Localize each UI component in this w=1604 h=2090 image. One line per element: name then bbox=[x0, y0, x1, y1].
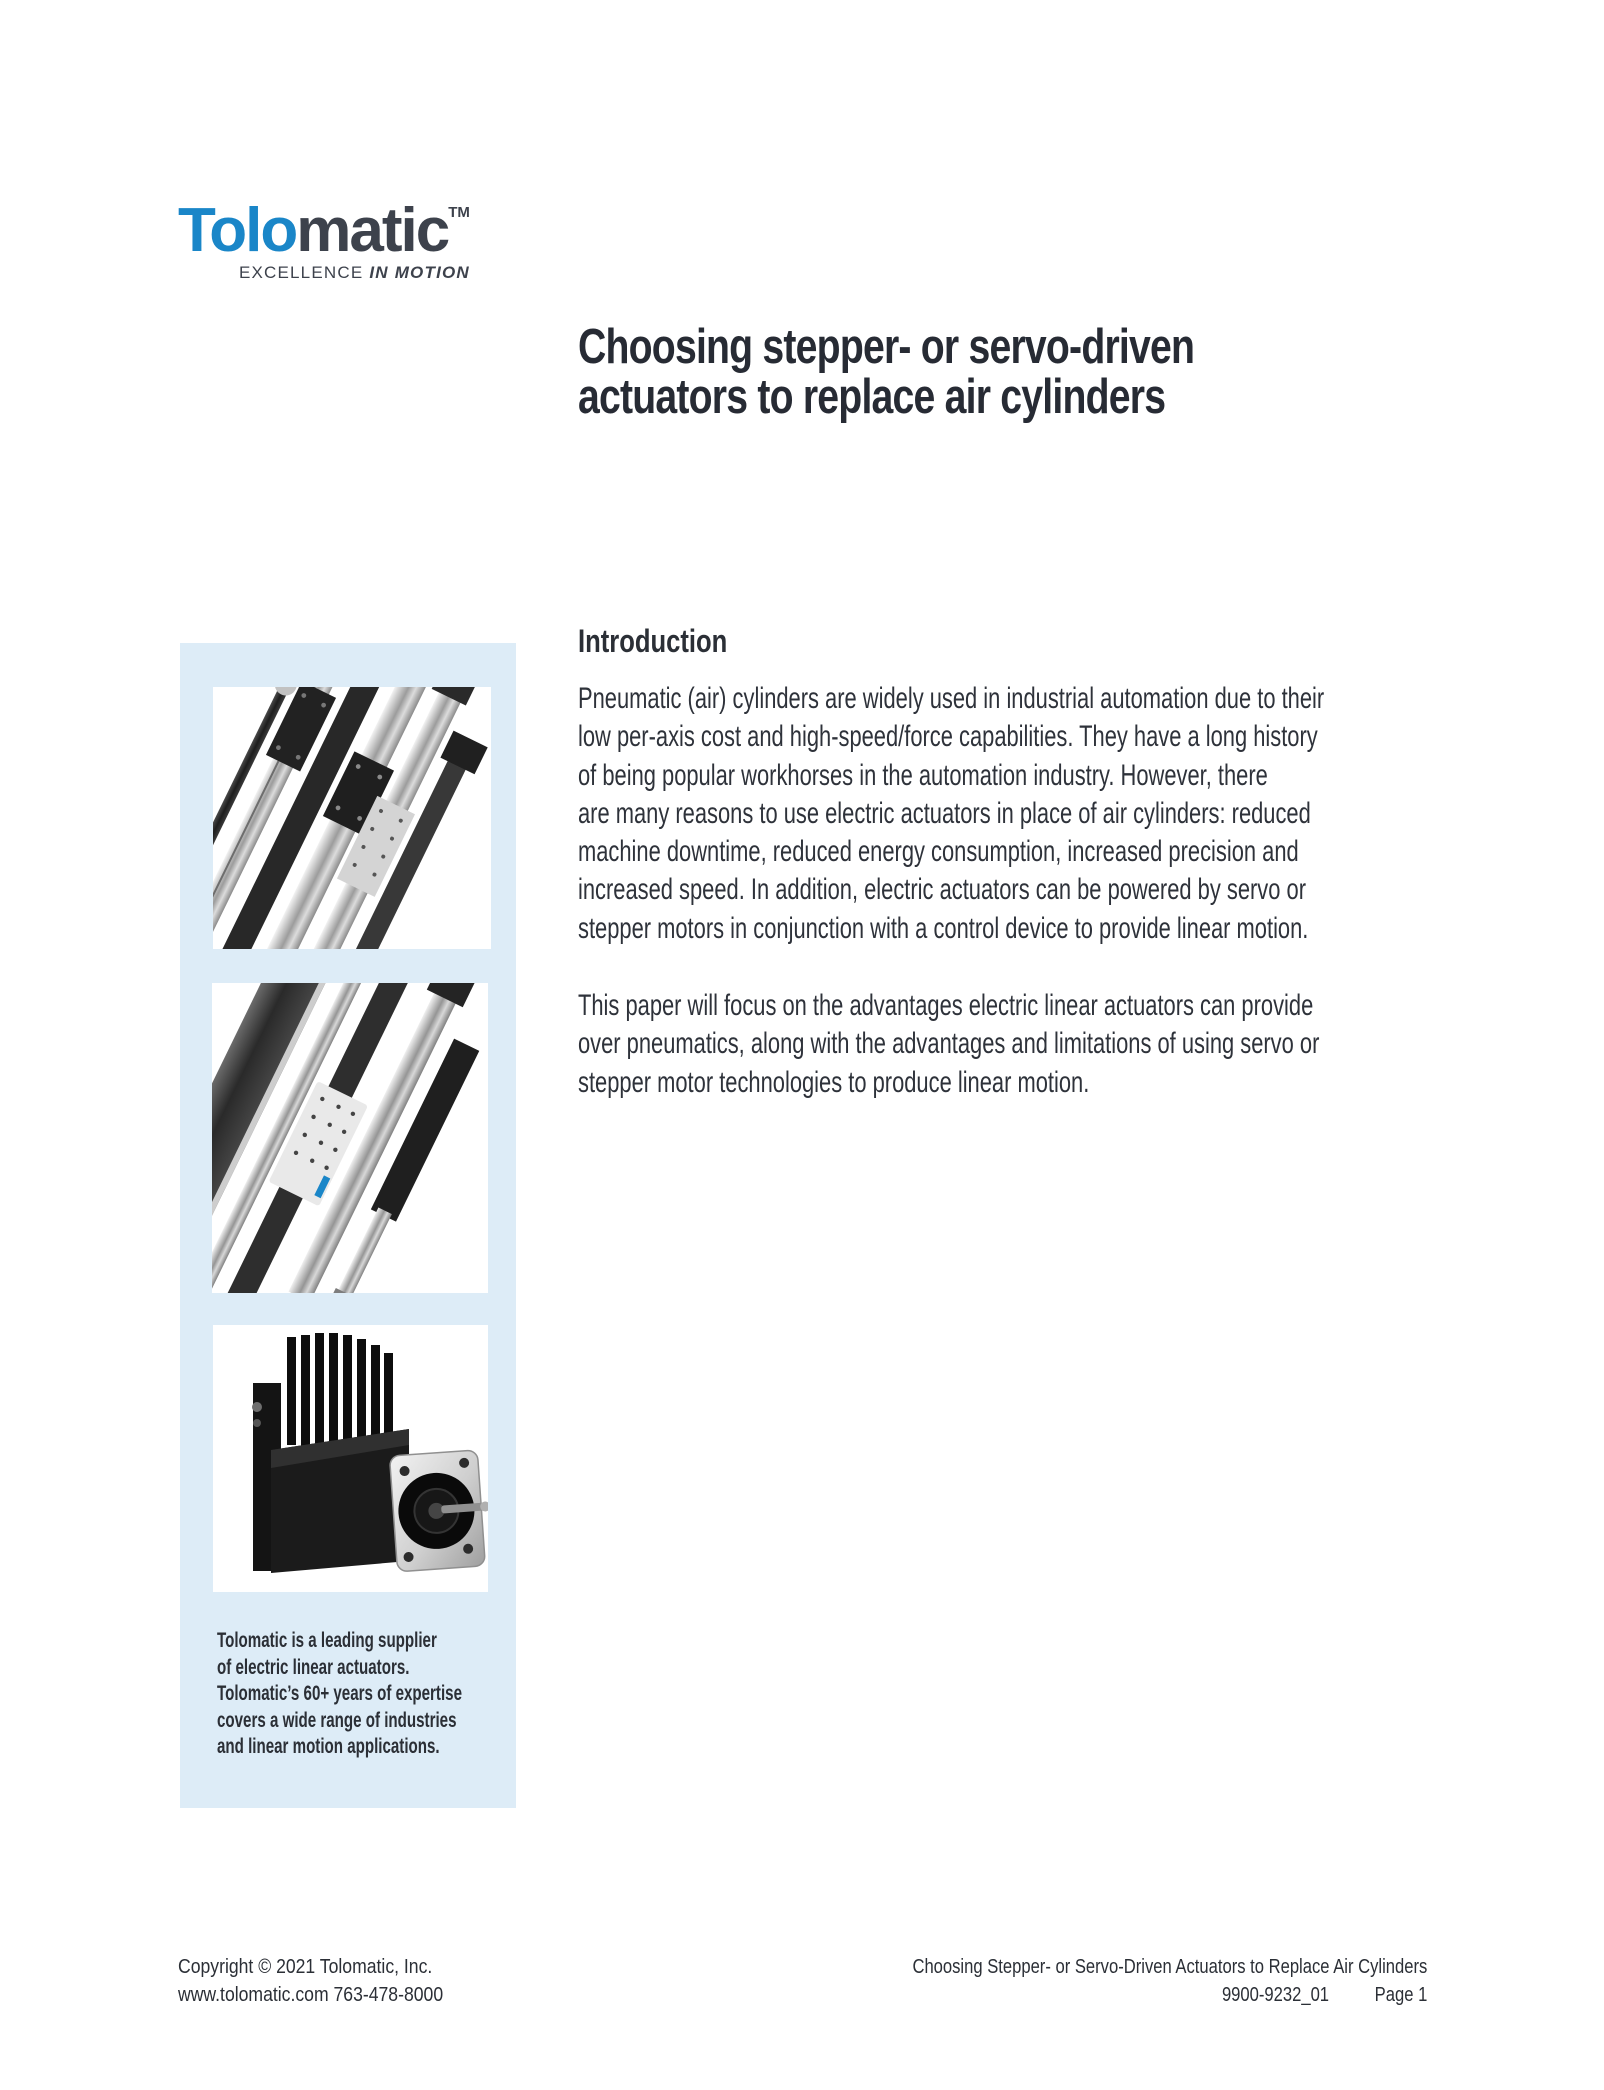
footer-right bbox=[912, 1953, 1427, 2009]
page-title bbox=[578, 322, 1194, 422]
tolomatic-logo bbox=[178, 182, 470, 283]
sidebar-caption bbox=[217, 1628, 462, 1761]
product-photo-air-cylinders bbox=[213, 687, 491, 949]
tagline-bold: IN MOTION bbox=[369, 263, 470, 282]
logo-tagline bbox=[178, 263, 470, 283]
sidebar bbox=[180, 643, 516, 1808]
page-number: Page 1 bbox=[1374, 1984, 1427, 2006]
page-title-line1: Choosing stepper- or servo-driven bbox=[578, 320, 1195, 374]
paragraph-line: of being popular workhorses in the automation industry. However, there bbox=[578, 758, 1268, 792]
logo-wordmark bbox=[178, 182, 470, 265]
paragraph-line: stepper motors in conjunction with a control device to provide linear motion. bbox=[578, 911, 1309, 945]
footer-document-title: Choosing Stepper- or Servo-Driven Actuators to Replace Air Cylinders bbox=[912, 1956, 1427, 1978]
caption-line: covers a wide range of industries bbox=[217, 1708, 457, 1732]
product-photo-air-cylinders-image bbox=[213, 687, 491, 949]
copyright-text: Copyright © 2021 Tolomatic, Inc. bbox=[178, 1956, 433, 1978]
intro-paragraph-1 bbox=[578, 680, 1324, 948]
paragraph-line: are many reasons to use electric actuators in place of air cylinders: reduced bbox=[578, 796, 1311, 830]
paragraph-line: machine downtime, reduced energy consumption, increased precision and bbox=[578, 835, 1299, 869]
paragraph-line: increased speed. In addition, electric actuators can be powered by servo or bbox=[578, 873, 1306, 907]
paragraph-line: stepper motor technologies to produce linear motion. bbox=[578, 1065, 1090, 1099]
footer-meta bbox=[912, 1981, 1427, 2009]
website-and-phone: www.tolomatic.com 763-478-8000 bbox=[178, 1984, 444, 2006]
caption-line: Tolomatic’s 60+ years of expertise bbox=[217, 1682, 462, 1705]
product-photo-electric-actuators-image bbox=[212, 983, 488, 1293]
caption-line: Tolomatic is a leading supplier bbox=[217, 1629, 437, 1652]
tagline-regular: EXCELLENCE bbox=[238, 263, 364, 282]
logo-word-part-blue: Tolo bbox=[178, 196, 297, 265]
document-number: 9900-9232_01 bbox=[1221, 1984, 1329, 2006]
paragraph-line: This paper will focus on the advantages electric linear actuators can provide bbox=[578, 989, 1314, 1022]
page-title-line2: actuators to replace air cylinders bbox=[578, 370, 1166, 424]
paragraph-line: Pneumatic (air) cylinders are widely used in industrial automation due to their bbox=[578, 682, 1325, 715]
product-photo-stepper-motor bbox=[213, 1325, 488, 1592]
caption-line: and linear motion applications. bbox=[217, 1735, 440, 1758]
paragraph-line: low per-axis cost and high-speed/force capabilities. They have a long history bbox=[578, 720, 1318, 754]
caption-line: of electric linear actuators. bbox=[217, 1655, 410, 1679]
trademark-symbol: TM bbox=[448, 204, 470, 221]
product-photo-electric-actuators bbox=[212, 983, 488, 1293]
logo-word-part-dark: matic bbox=[296, 196, 449, 265]
intro-paragraph-2 bbox=[578, 987, 1319, 1102]
paragraph-line: over pneumatics, along with the advantages and limitations of using servo or bbox=[578, 1027, 1320, 1061]
section-heading-introduction: Introduction bbox=[578, 623, 728, 659]
footer-left bbox=[178, 1953, 443, 2009]
product-photo-stepper-motor-image bbox=[213, 1325, 488, 1592]
